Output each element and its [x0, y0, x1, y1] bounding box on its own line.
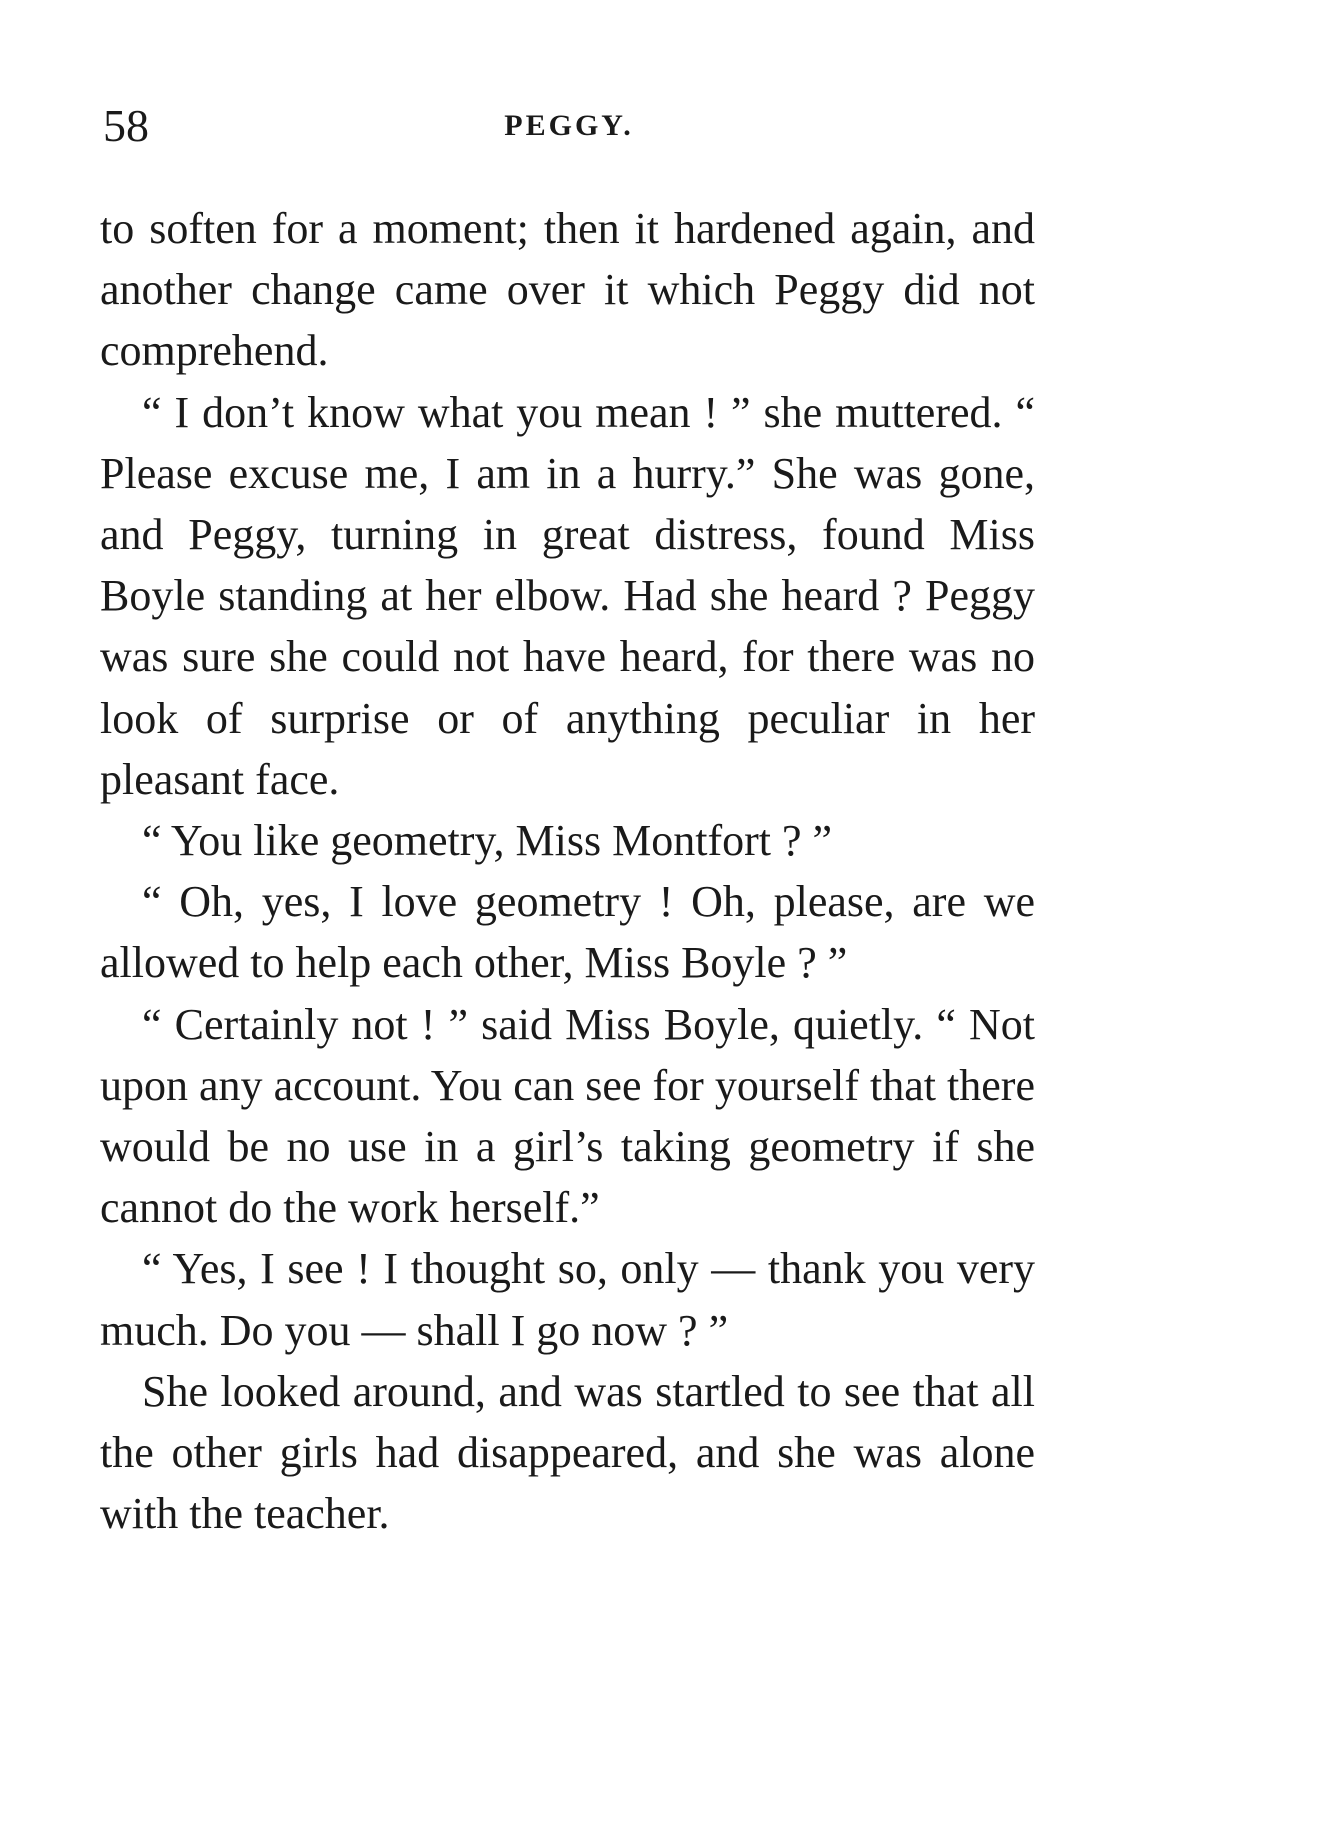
paragraph: “ Oh, yes, I love geometry ! Oh, please, are we allowed to help each other, Miss Boyle ? ”	[100, 877, 1035, 988]
paragraph: to soften for a moment; then it hardened again, and another change came over it which Peggy did not comprehend.	[100, 204, 1035, 376]
paragraph: “ Yes, I see ! I thought so, only — thank you very much. Do you — shall I go now ? ”	[100, 1244, 1035, 1355]
paragraph: She looked around, and was startled to see that all the other girls had disappeared, and she was alone with the teacher.	[100, 1366, 1035, 1539]
page-number: 58	[103, 100, 149, 151]
paragraph: “ You like geometry, Miss Montfort ? ”	[142, 816, 833, 866]
page-header	[103, 96, 1035, 156]
running-head: PEGGY.	[504, 109, 634, 142]
paragraph: “ I don’t know what you mean ! ” she muttered. “ Please excuse me, I am in a hurry.” She was gone, and Peggy, turning in great distress, found Miss Boyle standing at her elbow. Had she heard ? Peggy was sure she could not have heard, for there was no look of surprise or of anything peculiar in her pleasant face.	[100, 387, 1035, 804]
body-text	[100, 198, 1035, 1544]
paragraph: “ Certainly not ! ” said Miss Boyle, quietly. “ Not upon any account. You can see for yourself that there would be no use in a girl’s taking geometry if she cannot do the work herself.”	[100, 999, 1035, 1233]
